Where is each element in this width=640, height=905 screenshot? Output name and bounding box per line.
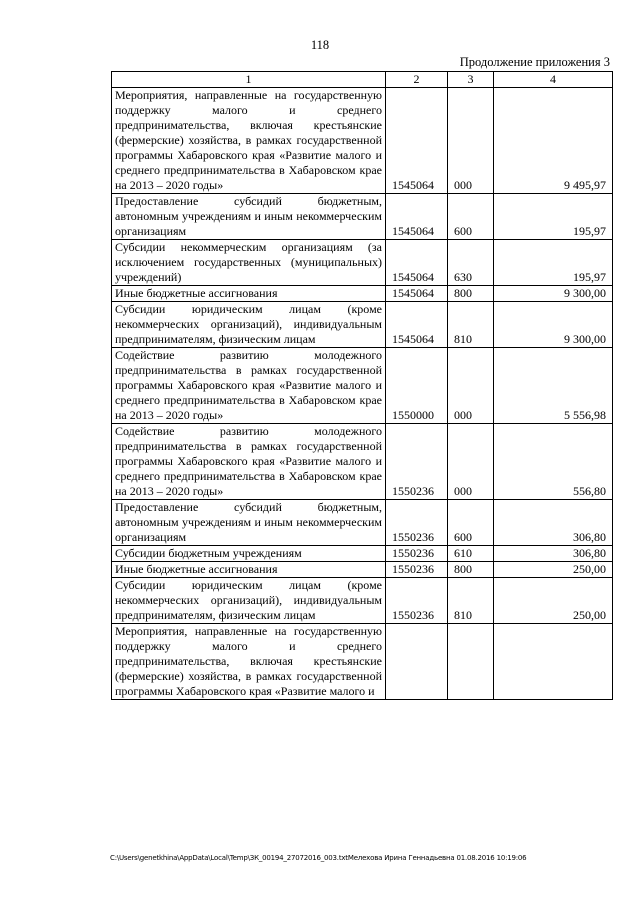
- table-row: [112, 348, 613, 424]
- table-header-row: [112, 72, 613, 88]
- header-col-2: 2: [386, 72, 448, 88]
- row-code-cell: 1545064: [386, 240, 448, 286]
- row-amount-cell: [494, 624, 613, 700]
- row-type-cell: 800: [448, 562, 494, 578]
- row-name-cell: Предоставление субсидий бюджетным, автономным учреждениям и иным некоммерческим организациям: [112, 500, 386, 546]
- continuation-label: Продолжение приложения 3: [459, 55, 610, 69]
- row-name-cell: Содействие развитию молодежного предпринимательства в рамках государственной программы Хабаровского края «Развитие малого и среднего предпринимательства в Хабаровском крае на 2013 – 2020 годы»: [112, 348, 386, 424]
- row-name-cell: Содействие развитию молодежного предпринимательства в рамках государственной программы Хабаровского края «Развитие малого и среднего предпринимательства в Хабаровском крае на 2013 – 2020 годы»: [112, 424, 386, 500]
- table-row: [112, 302, 613, 348]
- row-type-cell: 000: [448, 348, 494, 424]
- row-type-cell: 810: [448, 578, 494, 624]
- row-type-cell: 000: [448, 88, 494, 194]
- row-code-cell: 1550236: [386, 546, 448, 562]
- row-name-cell: Субсидии юридическим лицам (кроме некоммерческих организаций), индивидуальным предпринимателям, физическим лицам: [112, 578, 386, 624]
- row-code-cell: 1550000: [386, 348, 448, 424]
- row-code-cell: [386, 624, 448, 700]
- row-type-cell: 600: [448, 194, 494, 240]
- table-row: [112, 624, 613, 700]
- row-type-cell: 800: [448, 286, 494, 302]
- row-amount-cell: 195,97: [494, 194, 613, 240]
- row-name-cell: Субсидии юридическим лицам (кроме некоммерческих организаций), индивидуальным предпринимателям, физическим лицам: [112, 302, 386, 348]
- row-amount-cell: 9 300,00: [494, 302, 613, 348]
- table-row: [112, 500, 613, 546]
- budget-table: [111, 71, 613, 700]
- row-code-cell: 1545064: [386, 302, 448, 348]
- table-body: [112, 88, 613, 700]
- row-amount-cell: 306,80: [494, 500, 613, 546]
- row-type-cell: [448, 624, 494, 700]
- row-code-cell: 1545064: [386, 88, 448, 194]
- table-row: [112, 194, 613, 240]
- row-amount-cell: 306,80: [494, 546, 613, 562]
- row-amount-cell: 5 556,98: [494, 348, 613, 424]
- row-code-cell: 1550236: [386, 424, 448, 500]
- footer-path: C:\Users\genetkhina\AppData\Local\Temp\ЗК_00194_27072016_003.txtМелехова Ирина Геннадьевна 01.08.2016 10:19:06: [110, 854, 527, 862]
- table-row: [112, 88, 613, 194]
- row-type-cell: 810: [448, 302, 494, 348]
- row-name-cell: Мероприятия, направленные на государственную поддержку малого и среднего предпринимательства, включая крестьянские (фермерские) хозяйства, в рамках государственной программы Хабаровского края «Развитие малого и среднего предпринимательства в Хабаровском крае на 2013 – 2020 годы»: [112, 88, 386, 194]
- table-row: [112, 424, 613, 500]
- page-number: 118: [310, 38, 330, 52]
- row-type-cell: 610: [448, 546, 494, 562]
- row-amount-cell: 556,80: [494, 424, 613, 500]
- row-code-cell: 1550236: [386, 500, 448, 546]
- row-name-cell: Иные бюджетные ассигнования: [112, 286, 386, 302]
- table-row: [112, 546, 613, 562]
- table-row: [112, 578, 613, 624]
- row-name-cell: Иные бюджетные ассигнования: [112, 562, 386, 578]
- table-row: [112, 562, 613, 578]
- row-type-cell: 000: [448, 424, 494, 500]
- row-name-cell: Субсидии некоммерческим организациям (за исключением государственных (муниципальных) учреждений): [112, 240, 386, 286]
- table-row: [112, 286, 613, 302]
- row-amount-cell: 250,00: [494, 562, 613, 578]
- row-code-cell: 1545064: [386, 286, 448, 302]
- row-code-cell: 1550236: [386, 578, 448, 624]
- row-name-cell: Предоставление субсидий бюджетным, автономным учреждениям и иным некоммерческим организациям: [112, 194, 386, 240]
- row-code-cell: 1545064: [386, 194, 448, 240]
- table-row: [112, 240, 613, 286]
- row-amount-cell: 9 300,00: [494, 286, 613, 302]
- row-amount-cell: 195,97: [494, 240, 613, 286]
- row-amount-cell: 9 495,97: [494, 88, 613, 194]
- row-name-cell: Субсидии бюджетным учреждениям: [112, 546, 386, 562]
- header-col-3: 3: [448, 72, 494, 88]
- row-type-cell: 630: [448, 240, 494, 286]
- row-name-cell: Мероприятия, направленные на государственную поддержку малого и среднего предпринимательства, включая крестьянские (фермерские) хозяйства, в рамках государственной программы Хабаровского края «Развитие малого и: [112, 624, 386, 700]
- row-code-cell: 1550236: [386, 562, 448, 578]
- row-amount-cell: 250,00: [494, 578, 613, 624]
- row-type-cell: 600: [448, 500, 494, 546]
- header-col-4: 4: [494, 72, 613, 88]
- header-col-1: 1: [112, 72, 386, 88]
